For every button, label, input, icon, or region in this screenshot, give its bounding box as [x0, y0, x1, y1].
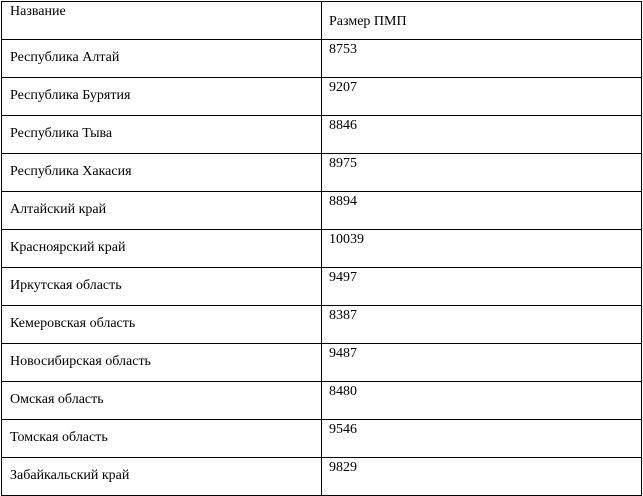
region-name: Республика Бурятия: [10, 88, 131, 103]
ppm-size-cell: [322, 458, 642, 496]
table-row: [2, 192, 642, 230]
ppm-size-value: 9487: [329, 346, 357, 361]
header-size-cell: [322, 2, 642, 40]
region-name: Новосибирская область: [10, 354, 151, 369]
ppm-size-value: 8753: [329, 42, 357, 57]
region-name-cell: [2, 306, 322, 344]
table-row: [2, 268, 642, 306]
subsistence-minimum-table: [1, 1, 642, 496]
ppm-size-cell: [322, 116, 642, 154]
ppm-size-cell: [322, 230, 642, 268]
table-row: [2, 458, 642, 496]
ppm-size-cell: [322, 382, 642, 420]
region-name-cell: [2, 344, 322, 382]
ppm-size-cell: [322, 78, 642, 116]
ppm-size-value: 9546: [329, 422, 357, 437]
ppm-size-value: 10039: [329, 232, 364, 247]
table-row: [2, 306, 642, 344]
ppm-size-cell: [322, 192, 642, 230]
region-name-cell: [2, 420, 322, 458]
table-row: [2, 78, 642, 116]
region-name-cell: [2, 268, 322, 306]
table-row: [2, 382, 642, 420]
ppm-size-value: 9829: [329, 460, 357, 475]
region-name-cell: [2, 192, 322, 230]
region-name: Кемеровская область: [10, 316, 136, 331]
region-name: Республика Хакасия: [10, 164, 132, 179]
region-name: Красноярский край: [10, 240, 126, 255]
ppm-size-cell: [322, 154, 642, 192]
region-name-cell: [2, 78, 322, 116]
ppm-size-cell: [322, 420, 642, 458]
region-name: Республика Тыва: [10, 126, 113, 141]
ppm-size-cell: [322, 344, 642, 382]
table-body: [2, 2, 642, 496]
ppm-size-value: 9207: [329, 80, 357, 95]
table-row: [2, 116, 642, 154]
ppm-size-value: 8894: [329, 194, 357, 209]
header-size-label: Размер ПМП: [329, 14, 407, 29]
region-name-cell: [2, 458, 322, 496]
region-name: Забайкальский край: [10, 468, 130, 483]
region-name: Иркутская область: [10, 278, 122, 293]
ppm-size-value: 8387: [329, 308, 357, 323]
ppm-size-value: 8975: [329, 156, 357, 171]
ppm-size-cell: [322, 306, 642, 344]
table-row: [2, 154, 642, 192]
region-name-cell: [2, 154, 322, 192]
region-name-cell: [2, 382, 322, 420]
region-name: Омская область: [10, 392, 104, 407]
table-row: [2, 344, 642, 382]
table-row: [2, 40, 642, 78]
ppm-size-value: 8480: [329, 384, 357, 399]
ppm-size-cell: [322, 40, 642, 78]
region-name: Алтайский край: [10, 202, 107, 217]
region-name: Республика Алтай: [10, 50, 120, 65]
table-row: [2, 230, 642, 268]
region-name-cell: [2, 230, 322, 268]
header-name-cell: [2, 2, 322, 40]
region-name-cell: [2, 40, 322, 78]
header-name-label: Название: [10, 4, 66, 19]
ppm-size-value: 8846: [329, 118, 357, 133]
region-name-cell: [2, 116, 322, 154]
table-header-row: [2, 2, 642, 40]
ppm-size-value: 9497: [329, 270, 357, 285]
region-name: Томская область: [10, 430, 108, 445]
table-row: [2, 420, 642, 458]
ppm-size-cell: [322, 268, 642, 306]
